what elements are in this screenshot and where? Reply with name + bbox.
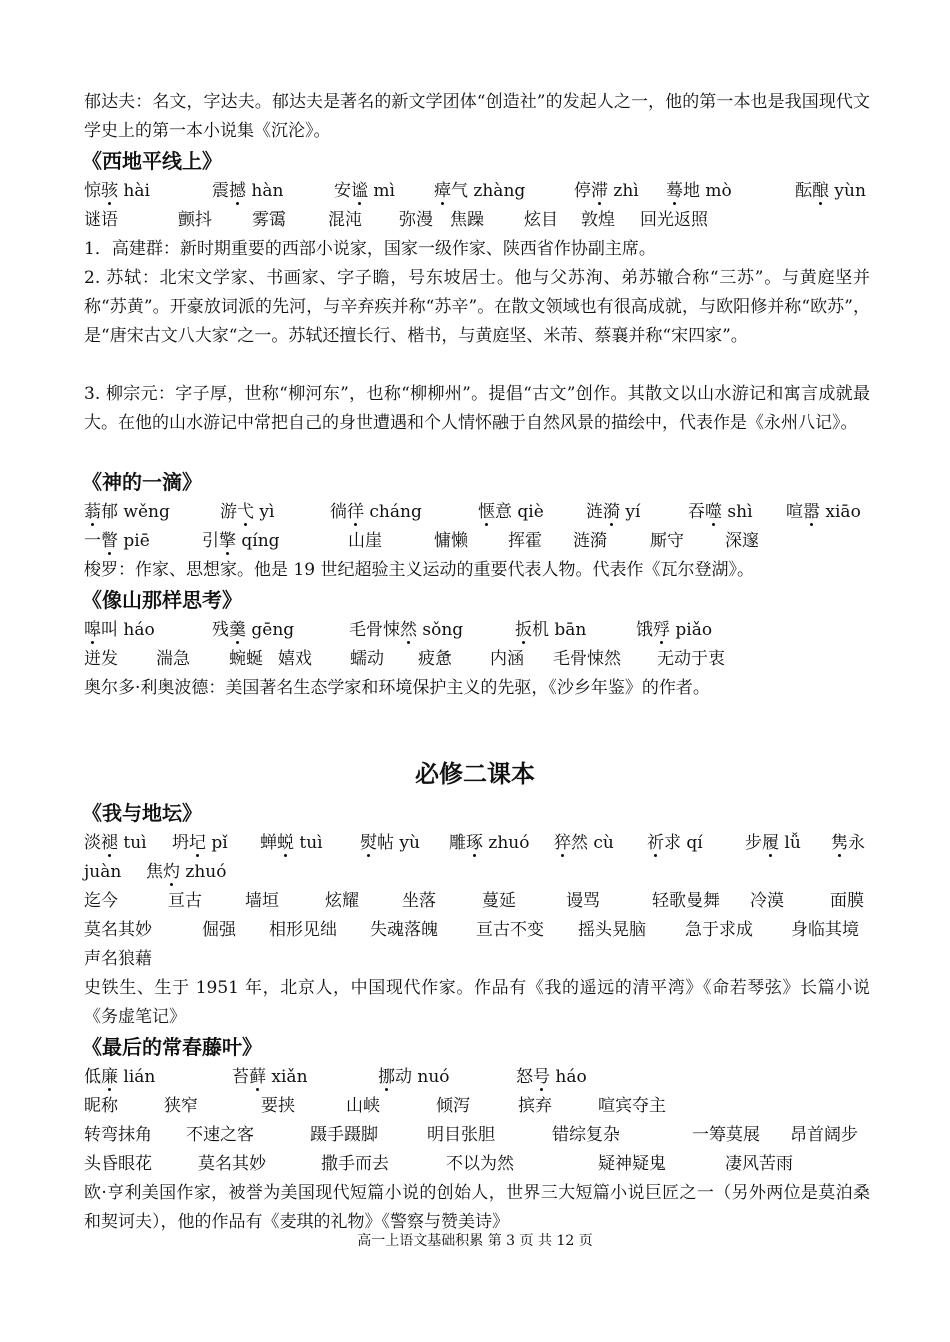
vocab-word: 坍圮 pǐ xyxy=(172,829,228,858)
vocab-word: 不以为然 xyxy=(446,1154,514,1174)
note: 梭罗：作家、思想家。他是 19 世纪超验主义运动的重要代表人物。代表作《瓦尔登湖》。 xyxy=(84,560,754,580)
vocab-word: 酝酿 yùn xyxy=(795,177,866,206)
vocab-word: 急于求成 xyxy=(685,920,753,940)
vocab-word: 蝉蜕 tuì xyxy=(260,829,323,858)
word-row xyxy=(84,858,870,887)
vocab-word: 一瞥 piē xyxy=(84,527,150,556)
vocab-word: 莫名其妙 xyxy=(84,920,152,940)
vocab-word: 毛骨悚然 sǒng xyxy=(349,616,463,645)
vocab-word: 淡褪 tuì xyxy=(84,829,147,858)
vocab-word: 一筹莫展 xyxy=(692,1125,760,1145)
page-content-part2 xyxy=(84,798,870,1237)
vocab-word: 蓦地 mò xyxy=(666,177,732,206)
vocab-word: 深邃 xyxy=(725,531,759,551)
vocab-word: 隽永 xyxy=(831,829,865,858)
vocab-word: 亘古 xyxy=(168,891,202,911)
vocab-word: 相形见绌 xyxy=(269,920,337,940)
vocab-word: 疑神疑鬼 xyxy=(598,1154,666,1174)
vocab-word: 雕琢 zhuó xyxy=(449,829,530,858)
vocab-word: 蓊郁 wěng xyxy=(84,498,170,527)
vocab-word: 迄今 xyxy=(84,891,118,911)
vocab-word: 震撼 hàn xyxy=(212,177,283,206)
vocab-word: 湍急 xyxy=(156,649,190,669)
word-row xyxy=(84,945,870,974)
vocab-word: 厮守 xyxy=(650,531,684,551)
vocab-word: 错综复杂 xyxy=(552,1125,620,1145)
vocab-word: 轻歌曼舞 xyxy=(652,891,720,911)
vocab-word: 惬意 qiè xyxy=(478,498,544,527)
section-heading: 必修二课本 xyxy=(415,760,535,788)
vocab-word: 颤抖 xyxy=(178,210,212,230)
vocab-word: 扳机 bān xyxy=(515,616,586,645)
vocab-word: 墙垣 xyxy=(245,891,279,911)
vocab-word: 回光返照 xyxy=(640,210,708,230)
vocab-word: 徜徉 cháng xyxy=(330,498,422,527)
vocab-word: 亘古不变 xyxy=(476,920,544,940)
note: 1．高建群：新时期重要的西部小说家，国家一级作家、陕西省作协副主席。 xyxy=(84,239,656,259)
vocab-word: 残羹 gēng xyxy=(212,616,294,645)
section-title-xiangshan: 《像山那样思考》 xyxy=(82,588,242,612)
note: 奥尔多·利奥波德：美国著名生态学家和环境保护主义的先驱，《沙乡年鉴》的作者。 xyxy=(84,678,710,698)
vocab-word: 蹑手蹑脚 xyxy=(310,1125,378,1145)
intro-paragraph: 郁达夫：名文，字达夫。郁达夫是著名的新文学团体“创造社”的发起人之一，他的第一本也是我国现代文学史上的第一本小说集《沉沦》。 xyxy=(84,92,870,141)
word-row xyxy=(84,616,870,645)
vocab-word: 雾霭 xyxy=(252,210,286,230)
vocab-word: 山崖 xyxy=(348,531,382,551)
vocab-word: 步履 lǚ xyxy=(745,829,801,858)
vocab-word: 喧嚣 xiāo xyxy=(786,498,861,527)
vocab-word: 慵懒 xyxy=(434,531,468,551)
vocab-word: 无动于衷 xyxy=(657,649,725,669)
vocab-word: 吞噬 shì xyxy=(688,498,753,527)
note: 欧·亨利美国作家，被誉为美国现代短篇小说的创始人，世界三大短篇小说巨匠之一（另外两位是莫泊桑和契诃夫），他的作品有《麦琪的礼物》《警察与赞美诗》 xyxy=(84,1183,870,1232)
vocab-word: 低廉 lián xyxy=(84,1063,155,1092)
vocab-word: 凄风苦雨 xyxy=(725,1154,793,1174)
vocab-word: 停滞 zhì xyxy=(574,177,639,206)
vocab-word: 不速之客 xyxy=(186,1125,254,1145)
vocab-word: 惊骇 hài xyxy=(84,177,150,206)
vocab-word: 昵称 xyxy=(84,1096,118,1116)
vocab-word: 身临其境 xyxy=(791,920,859,940)
vocab-word: 引擎 qíng xyxy=(202,527,280,556)
vocab-word: 失魂落魄 xyxy=(370,920,438,940)
word-row xyxy=(84,1092,870,1121)
page-footer: 高一上语文基础积累 第 3 页 共 12 页 xyxy=(357,1233,593,1249)
vocab-word: 挥霍 xyxy=(508,531,542,551)
pinyin: juàn xyxy=(84,862,122,882)
vocab-word: 安谧 mì xyxy=(334,177,395,206)
vocab-word: 敦煌 xyxy=(581,210,615,230)
vocab-word: 挪动 nuó xyxy=(378,1063,450,1092)
section-title-xidipingxian: 《西地平线上》 xyxy=(82,149,222,173)
vocab-word: 祈求 qí xyxy=(647,829,703,858)
vocab-word: 饿殍 piǎo xyxy=(636,616,712,645)
section-title-changchunteng: 《最后的常春藤叶》 xyxy=(82,1035,262,1059)
vocab-word: 毛骨悚然 xyxy=(553,649,621,669)
vocab-word: 蔓延 xyxy=(482,891,516,911)
vocab-word: 蜿蜒 xyxy=(229,649,263,669)
vocab-word: 声名狼藉 xyxy=(84,949,152,969)
vocab-word: 山峡 xyxy=(346,1096,380,1116)
vocab-word: 莫名其妙 xyxy=(198,1154,266,1174)
vocab-word: 谜语 xyxy=(84,210,118,230)
vocab-word: 炫耀 xyxy=(325,891,359,911)
vocab-word: 嗥叫 háo xyxy=(84,616,155,645)
word-row xyxy=(84,1063,870,1092)
vocab-word: 狭窄 xyxy=(164,1096,198,1116)
vocab-word: 苔藓 xiǎn xyxy=(232,1063,308,1092)
vocab-word: 要挟 xyxy=(261,1096,295,1116)
vocab-word: 喧宾夺主 xyxy=(598,1096,666,1116)
word-row xyxy=(84,916,870,945)
vocab-word: 谩骂 xyxy=(566,891,600,911)
note: 3. 柳宗元：字子厚，世称“柳河东”，也称“柳柳州”。提倡“古文”创作。其散文以山水游记和寓言成就最大。在他的山水游记中常把自己的身世遭遇和个人情怀融于自然风景的描绘中，代表作是《永州八记》。 xyxy=(84,384,870,433)
page-content xyxy=(84,88,870,703)
vocab-word: 头昏眼花 xyxy=(84,1154,152,1174)
word-row xyxy=(84,527,870,556)
vocab-word: 摇头晃脑 xyxy=(578,920,646,940)
word-row xyxy=(84,1121,870,1150)
vocab-word: 炫目 xyxy=(524,210,558,230)
word-row xyxy=(84,829,870,858)
vocab-word: 涟漪 xyxy=(573,531,607,551)
vocab-word: 摈弃 xyxy=(518,1096,552,1116)
vocab-word: 倔强 xyxy=(202,920,236,940)
word-row xyxy=(84,887,870,916)
vocab-word: 混沌 xyxy=(328,210,362,230)
vocab-word: 坐落 xyxy=(402,891,436,911)
vocab-word: 转弯抹角 xyxy=(84,1125,152,1145)
vocab-word: 熨帖 yù xyxy=(360,829,420,858)
vocab-word: 焦躁 xyxy=(450,210,484,230)
vocab-word: 撒手而去 xyxy=(321,1154,389,1174)
vocab-word: 冷漠 xyxy=(750,891,784,911)
vocab-word: 涟漪 yí xyxy=(586,498,640,527)
vocab-word: 弥漫 xyxy=(399,210,433,230)
vocab-word: 倾泻 xyxy=(436,1096,470,1116)
vocab-word: 内涵 xyxy=(490,649,524,669)
vocab-word: 焦灼 zhuó xyxy=(146,858,227,887)
word-row xyxy=(84,177,870,206)
word-row xyxy=(84,206,870,235)
note: 2. 苏轼：北宋文学家、书画家、字子瞻，号东坡居士。他与父苏洵、弟苏辙合称“三苏”。与黄庭坚并称“苏黄”。开豪放词派的先河，与辛弃疾并称“苏辛”。在散文领域也有很高成就，与欧阳修并称“欧苏”，是“唐宋古文八大家“之一。苏轼还擅长行、楷书，与黄庭坚、米芾、蔡襄并称“宋四家”。 xyxy=(84,268,870,346)
vocab-word: 迸发 xyxy=(84,649,118,669)
word-row xyxy=(84,498,870,527)
vocab-word: 蠕动 xyxy=(350,649,384,669)
vocab-word: 猝然 cù xyxy=(554,829,614,858)
vocab-word: 疲惫 xyxy=(418,649,452,669)
note: 史铁生、生于 1951 年，北京人，中国现代作家。作品有《我的遥远的清平湾》《命若琴弦》长篇小说《务虚笔记》 xyxy=(84,978,870,1027)
section-title-shendeyidi: 《神的一滴》 xyxy=(82,470,202,494)
section-title-woyuditan: 《我与地坛》 xyxy=(82,801,202,825)
vocab-word: 瘴气 zhàng xyxy=(434,177,525,206)
vocab-word: 嬉戏 xyxy=(278,649,312,669)
vocab-word: 明目张胆 xyxy=(427,1125,495,1145)
word-row xyxy=(84,645,870,674)
vocab-word: 游弋 yì xyxy=(220,498,274,527)
vocab-word: 面膜 xyxy=(830,891,864,911)
vocab-word: 怒号 háo xyxy=(516,1063,587,1092)
word-row xyxy=(84,1150,870,1179)
vocab-word: 昂首阔步 xyxy=(790,1125,858,1145)
